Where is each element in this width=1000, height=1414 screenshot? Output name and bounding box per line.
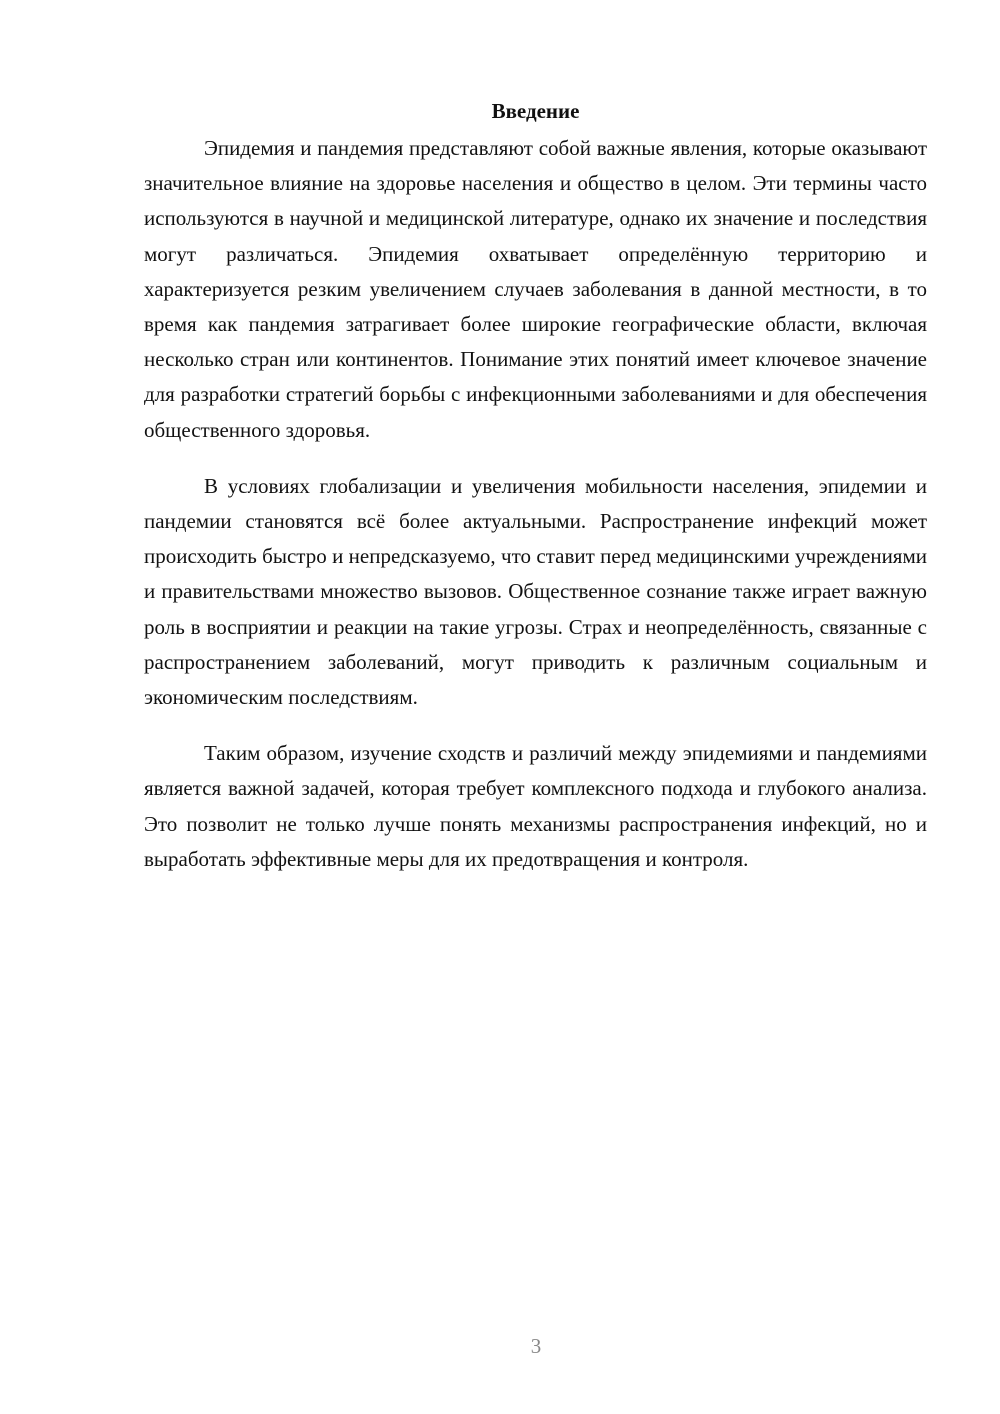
page-number: 3 (530, 1334, 542, 1358)
document-body (144, 96, 927, 877)
section-title: Введение (491, 99, 580, 123)
paragraph-2: В условиях глобализации и увеличения мобильности населения, эпидемии и пандемии становятся всё более актуальными. Распространение инфекций может происходить быстро и непредсказуемо, что ставит перед медицинскими учреждениями и правительствами множество вызовов. Общественное сознание также играет важную роль в восприятии и реакции на такие угрозы. Страх и неопределённость, связанные с распространением заболеваний, могут приводить к различным социальным и экономическим последствиям. (144, 473, 927, 710)
paragraph-3: Таким образом, изучение сходств и различий между эпидемиями и пандемиями является важной задачей, которая требует комплексного подхода и глубокого анализа. Это позволит не только лучше понять механизмы распространения инфекций, но и выработать эффективные меры для их предотвращения и контроля. (144, 741, 927, 871)
paragraph-1: Эпидемия и пандемия представляют собой важные явления, которые оказывают значительное влияние на здоровье населения и общество в целом. Эти термины часто используются в научной и медицинской литературе, однако их значение и последствия могут различаться. Эпидемия охватывает определённую территорию и характеризуется резким увеличением случаев заболевания в данной местности, в то время как пандемия затрагивает более широкие географические области, включая несколько стран или континентов. Понимание этих понятий имеет ключевое значение для разработки стратегий борьбы с инфекционными заболеваниями и для обеспечения общественного здоровья. (144, 136, 927, 442)
